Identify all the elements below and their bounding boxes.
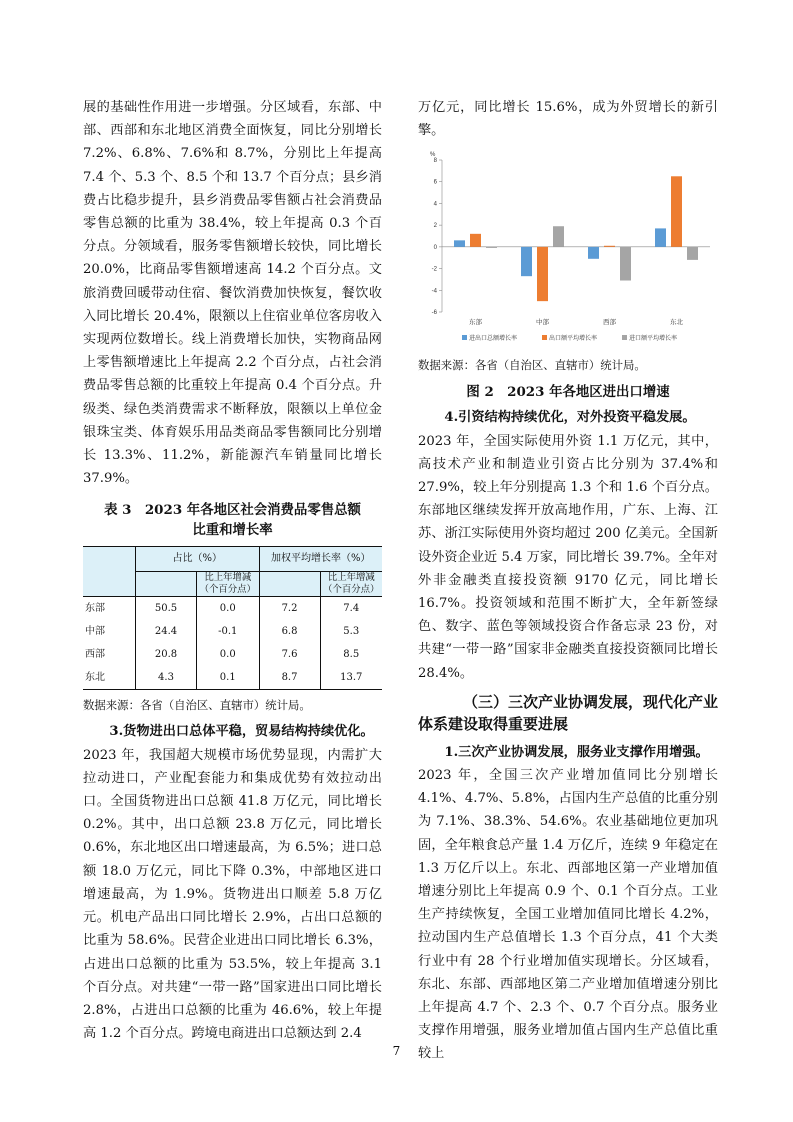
table-3-caption: [83, 500, 382, 540]
bar-西部-0: [588, 247, 599, 259]
table-caption-line-2: 比重和增长率: [192, 522, 273, 539]
section-title-industry: （三）三次产业协调发展，现代化产业体系建设取得重要进展: [418, 692, 719, 733]
y-tick-label: 8: [433, 158, 437, 165]
subhead-investment: 4.引资结构持续优化，对外投资平稳发展。: [444, 410, 696, 426]
bar-西部-2: [620, 247, 631, 281]
legend-entry: 进口额平均增长率: [629, 335, 678, 343]
table-header-growth: 加权平均增长率（%）: [259, 547, 382, 571]
bar-东部-2: [486, 247, 497, 248]
x-category-label: 西部: [603, 318, 616, 327]
x-category-label: 东北: [670, 318, 683, 327]
legend-swatch: [462, 335, 467, 340]
table-header-share-change: 比上年增减 （个百分点）: [197, 571, 260, 596]
chart-source: 数据来源：各省（自治区、直辖市）统计局。: [418, 358, 646, 373]
bar-东北-2: [687, 247, 698, 260]
subhead-trade: 3.货物进出口总体平稳，贸易结构持续优化。: [109, 724, 374, 740]
figure-2-caption: 图 2 2023 年各地区进出口增速: [466, 384, 670, 401]
legend-swatch: [622, 335, 627, 340]
table-row: 东北 4.3 0.1 8.7 13.7: [83, 666, 382, 690]
paragraph-trade-cont: 万亿元，同比增长 15.6%，成为外贸增长的新引擎。: [418, 100, 718, 139]
right-column: [418, 96, 718, 1066]
y-tick-label: -6: [431, 310, 437, 317]
x-category-label: 东部: [469, 318, 482, 327]
y-tick-label: 2: [433, 223, 437, 230]
bar-中部-2: [553, 227, 564, 248]
paragraph-investment: 2023 年，全国实际使用外资 1.1 万亿元，其中，高技术产业和制造业引资占比分别为 37.4%和 27.9%，较上年分别提高 1.3 个和 1.6 个百分点。东部地区继续发挥开放高地作用，广东、上海、江苏、浙江实际使用外资均超过 200 亿美元。全国新设外资企业近 5.4 万家，同比增长 39.7%。全年对外非金融类直接投资额 9170 亿元，同比增长 16.7%。投资领域和范围不断扩大，全年新签绿色、数字、蓝色等领域投资合作备忘录 23 份，对共建“一带一路”国家非金融类直接投资额同比增长 28.4%。: [418, 433, 718, 681]
bar-东北-0: [655, 229, 666, 247]
page-number: 7: [392, 1044, 401, 1058]
bar-东北-1: [671, 177, 682, 248]
table-row: 中部 24.4 -0.1 6.8 5.3: [83, 620, 382, 643]
left-column: [83, 96, 382, 1045]
table-header-share: 占比（%）: [136, 547, 260, 571]
y-tick-label: 4: [433, 201, 437, 208]
table-caption-line-1: 表 3 2023 年各地区社会消费品零售总额: [104, 502, 361, 519]
bar-中部-0: [521, 247, 532, 276]
chart-figure-2: [418, 146, 718, 350]
legend-entry: 出口额平均增长率: [549, 335, 598, 343]
bar-东部-1: [470, 234, 481, 247]
paragraph-consumption: 展的基础性作用进一步增强。分区域看，东部、中部、西部和东北地区消费全面恢复，同比分别增长 7.2%、6.8%、7.6%和 8.7%，分别比上年提高 7.4 个、5.3 个、8.5 个和 13.7 个百分点；县乡消费占比稳步提升，县乡消费品零售额占社会消费品零售总额的比重为 38.4%，较上年提高 0.3 个百分点。分领域看，服务零售额增长较快，同比增长 20.0%，比商品零售额增速高 14.2 个百分点。文旅消费回暖带动住宿、餐饮消费加快恢复，餐饮收入同比增长 20.4%，限额以上住宿业单位客房收入实现两位数增长。线上消费增长加快，实物商品网上零售额增速比上年提高 2.2 个百分点，占社会消费品零售总额的比重较上年提高 0.4 个百分点。升级类、绿色类消费需求不断释放，限额以上单位金银珠宝类、体育娱乐用品类商品零售额同比分别增长 13.3%、11.2%，新能源汽车销量同比增长 37.9%。: [83, 100, 382, 487]
table-header-growth-change: 比上年增减 （个百分点）: [320, 571, 382, 596]
y-tick-label: -2: [431, 266, 437, 273]
legend-swatch: [542, 335, 547, 340]
table-row: 西部 20.8 0.0 7.6 8.5: [83, 643, 382, 666]
table-row: 东部 50.5 0.0 7.2 7.4: [83, 596, 382, 620]
paragraph-trade: 2023 年，我国超大规模市场优势显现，内需扩大拉动进口，产业配套能力和集成优势有效拉动出口。全国货物进出口总额 41.8 万亿元，同比增长 0.2%。其中，出口总额 23.8 万亿元，同比增长 0.6%，东北地区出口增速最高，为 6.5%；进口总额 18.0 万亿元，同比下降 0.3%，中部地区进口增速最高，为 1.9%。货物进出口顺差 5.8 万亿元。机电产品出口同比增长 2.9%，占出口总额的比重为 58.6%。民营企业进出口同比增长 6.3%，占进出口总额的比重为 53.5%，较上年提高 3.1 个百分点。对共建“一带一路”国家进出口同比增长 2.8%，占进出口总额的比重为 46.6%，较上年提高 1.2 个百分点。跨境电商进出口总额达到 2.4: [83, 747, 382, 1042]
y-unit-label: %: [430, 152, 436, 159]
y-tick-label: 0: [433, 245, 437, 252]
legend-entry: 进出口总额增长率: [469, 335, 518, 343]
table-corner: [83, 547, 136, 571]
table-3: [83, 546, 382, 690]
bar-东部-0: [454, 241, 465, 248]
bar-中部-1: [537, 247, 548, 301]
y-tick-label: 6: [433, 180, 437, 187]
y-tick-label: -4: [431, 288, 437, 295]
subhead-industry: 1.三次产业协调发展，服务业支撑作用增强。: [444, 744, 709, 760]
x-category-label: 中部: [536, 318, 549, 327]
table-source: 数据来源：各省（自治区、直辖市）统计局。: [83, 698, 311, 713]
bar-chart: [418, 146, 718, 350]
paragraph-industry: 2023 年，全国三次产业增加值同比分别增长 4.1%、4.7%、5.8%，占国内生产总值的比重分别为 7.1%、38.3%、54.6%。农业基础地位更加巩固，全年粮食总产量 1.4 万亿斤，连续 9 年稳定在 1.3 万亿斤以上。东北、西部地区第一产业增加值增速分别比上年提高 0.9 个、0.1 个百分点。工业生产持续恢复，全国工业增加值同比增长 4.2%，拉动国内生产总值增长 1.3 个百分点，41 个大类行业中有 28 个行业增加值实现增长。分区域看，东北、东部、西部地区第二产业增加值增速分别比上年提高 4.7 个、2.3 个、0.7 个百分点。服务业支撑作用增强，服务业增加值占国内生产总值比重较上: [418, 768, 718, 1062]
bar-西部-1: [604, 246, 615, 247]
